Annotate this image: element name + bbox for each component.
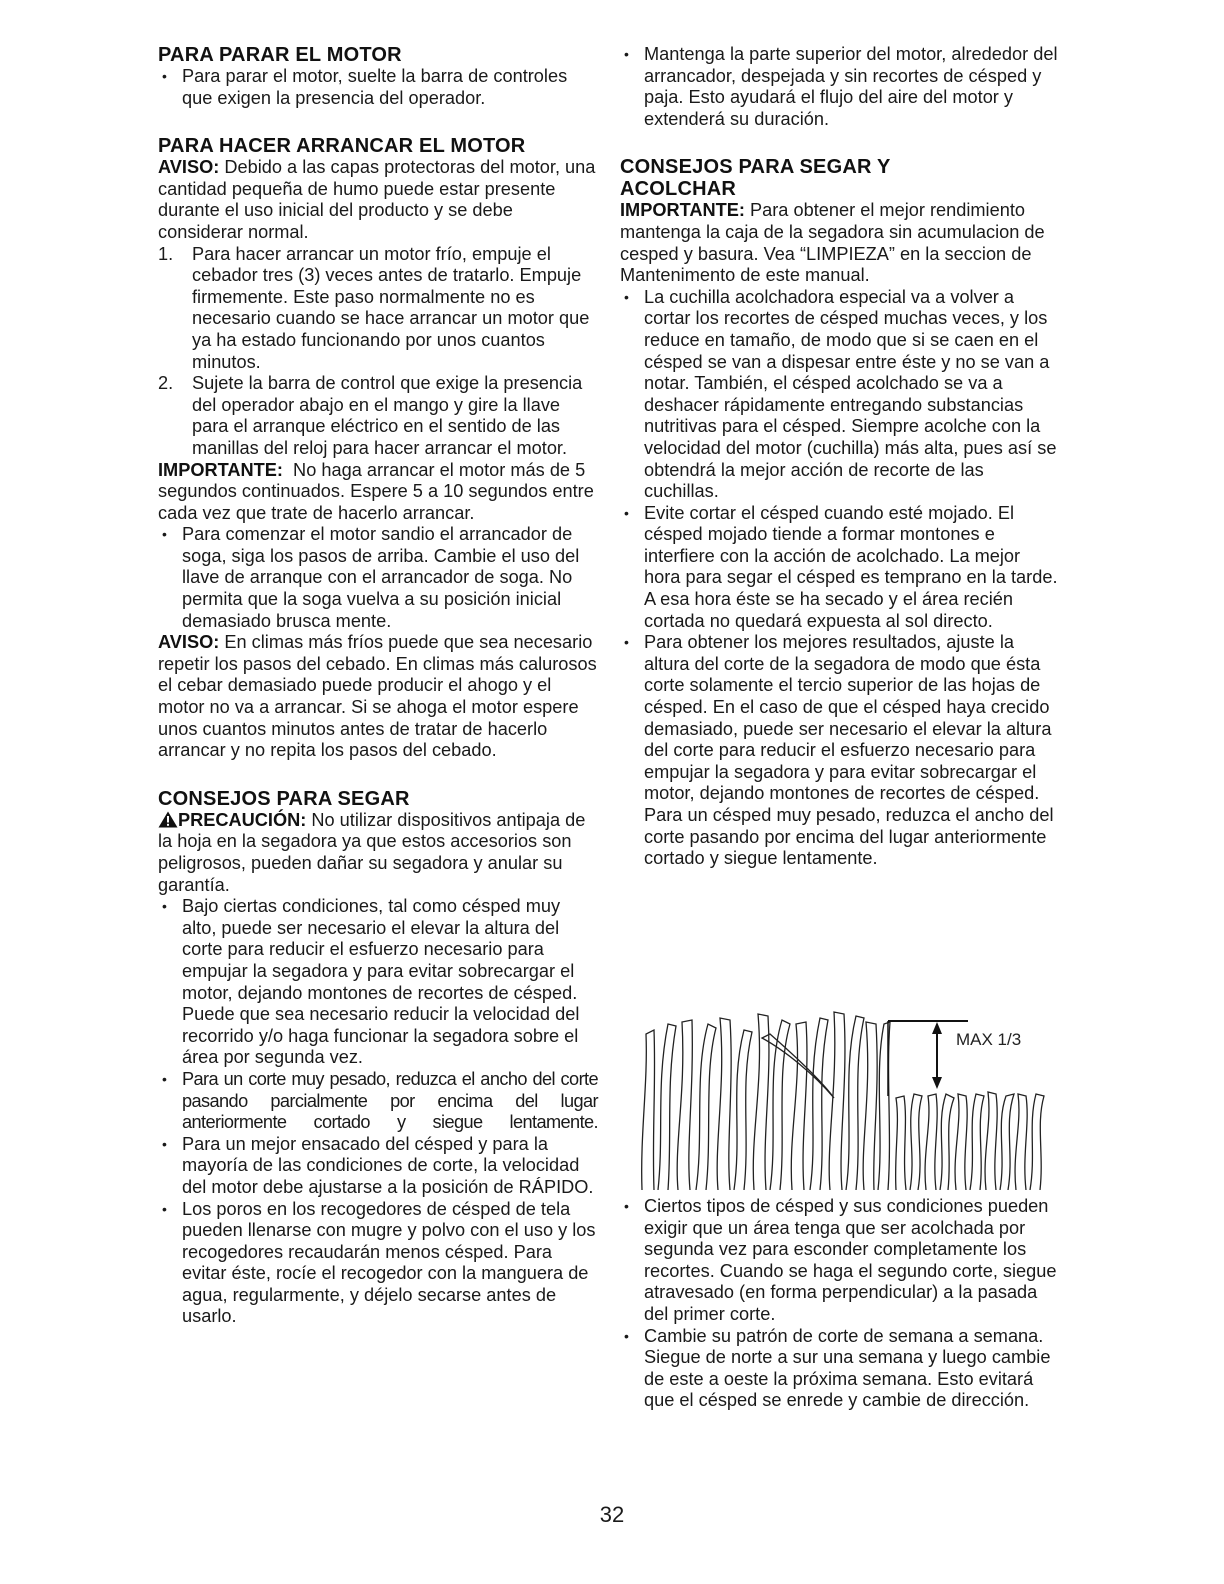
section-title-consejos-segar: CONSEJOS PARA SEGAR [158, 787, 410, 810]
max-one-third-label: MAX 1/3 [956, 1030, 1022, 1049]
numbered-step [158, 373, 598, 459]
aviso-label: AVISO: [158, 157, 220, 178]
right-column [620, 44, 1060, 870]
precaucion-paragraph: PRECAUCIÓN: No utilizar dispositivos antipaja de la hoja en la segadora ya que estos accesorios son peligrosos, pueden dañar su segadora y anular su garantía. [158, 809, 586, 895]
importante-paragraph: IMPORTANTE: Para obtener el mejor rendimiento mantenga la caja de la segadora sin acumulacion de cesped y basura. Vea “LIMPIEZA” en la seccion de Mantenimento de este manual. [620, 200, 1045, 286]
step-text: Para hacer arrancar un motor frío, empuje el cebador tres (3) veces antes de tratarlo. Empuje firmemente. Este paso normalmente no es necesario cuando se hace arrancar un motor que ya ha estado funcionando por unos cuantos minutos. [192, 243, 590, 372]
grass-icon [634, 994, 1054, 1190]
list-item: • Para un mejor ensacado del césped y para la mayoría de las condiciones de corte, la velocidad del motor debe ajustarse a la posición de RÁPIDO. [158, 1134, 598, 1199]
precaucion-label: PRECAUCIÓN: [178, 809, 307, 830]
step-number: 1. [158, 243, 174, 264]
list-item: • Evite cortar el césped cuando esté mojado. El césped mojado tiende a formar montones e interfiere con la acción de acolchado. La mejor hora para segar el césped es temprano en la tarde. A esa hora éste se ha secado y el área recién cortada no quedará expuesta al sol directo. [620, 503, 1060, 633]
list-item: • Para obtener los mejores resultados, ajuste la altura del corte de la segadora de modo que ésta corte solamente el tercio superior de las hojas de césped. En el caso de que el césped haya crecido demasiado, puede ser necesario el elevar la altura del corte para reducir el esfuerzo necesario para empujar la segadora y para evitar sobrecargar el motor, dejando montones de recortes de césped. Para un césped muy pesado, reduzca el ancho del corte pasando por encima del lugar anteriormente cortado y siegue lentamente. [620, 632, 1060, 870]
grass-cutting-height-illustration [634, 994, 1054, 1190]
step-number: 2. [158, 373, 174, 394]
aviso-paragraph-2: AVISO: En climas más fríos puede que sea necesario repetir los pasos del cebado. En climas más calurosos el cebar demasiado puede producir el ahogo y el motor no va a arrancar. Si se ahoga el motor espere unos cuantos minutos antes de tratar de hacerlo arrancar y no repita los pasos del cebado. [158, 632, 597, 761]
list-item: • Los poros en los recogedores de césped de tela pueden llenarse con mugre y polvo con el uso y los recogedores recaudarán menos césped. Para evitar éste, rocíe el recogedor con la manguera de agua, regularmente, y déjelo secarse antes de usarlo. [158, 1199, 598, 1329]
page-number: 32 [599, 1502, 625, 1527]
list-item: • Para comenzar el motor sandio el arrancador de soga, siga los pasos de arriba. Cambie el uso del llave de arranque con el arrancador de soga. No permita que la soga vuelva a su posición inicial demasiado brusca mente. [158, 524, 598, 632]
section-title-parar-motor: PARA PARAR EL MOTOR [158, 44, 402, 66]
list-item: • Bajo ciertas condiciones, tal como césped muy alto, puede ser necesario el elevar la altura del corte para reducir el esfuerzo necesario para empujar la segadora y para evitar sobrecargar el motor, dejando montones de recortes de césped. Puede que sea necesario reducir la velocidad del recorrido y/o haga funcionar la segadora sobre el área por segunda vez. [158, 896, 598, 1069]
warning-triangle-icon [158, 811, 178, 828]
list-item: • Mantenga la parte superior del motor, alrededor del arrancador, despejada y sin recortes de césped y paja. Esto ayudará el flujo del aire del motor y extenderá su duración. [620, 44, 1060, 130]
list-item: • Cambie su patrón de corte de semana a semana. Siegue de norte a sur una semana y luego cambie de este a oeste la próxima semana. Esto evitará que el césped se enrede y cambie de dirección. [620, 1326, 1060, 1412]
section-title-segar-acolchar: CONSEJOS PARA SEGAR Y ACOLCHAR [620, 156, 891, 201]
importante-label: IMPORTANTE: [158, 459, 283, 480]
right-column-bottom [620, 1196, 1060, 1412]
section-title-arrancar-motor: PARA HACER ARRANCAR EL MOTOR [158, 135, 526, 158]
step-text: Sujete la barra de control que exige la presencia del operador abajo en el mango y gire la llave para el arranque eléctrico en el sentido de las manillas del reloj para hacer arrancar el motor. [192, 373, 583, 458]
list-item: • La cuchilla acolchadora especial va a volver a cortar los recortes de césped muchas veces, y los reduce en tamaño, de modo que si se caen en el césped se van a dispesar entre éste y no se van a notar. También, el césped acolchado se va a deshacer rápidamente entregando substancias nutritivas para el césped. Siempre acolche con la velocidad del motor (cuchilla) más alta, pues así se obtendrá la mejor acción de recorte de las cuchillas. [620, 287, 1060, 503]
left-column [158, 44, 598, 1328]
list-item: • Ciertos tipos de césped y sus condiciones pueden exigir que un área tenga que ser acolchada por segunda vez para esconder completamente los recortes. Cuando se haga el segundo corte, siegue atravesado (en forma perpendicular) a la pasada del primer corte. [620, 1196, 1060, 1326]
numbered-step [158, 244, 598, 374]
aviso-paragraph: AVISO: Debido a las capas protectoras del motor, una cantidad pequeña de humo puede estar presente durante el uso inicial del producto y se debe considerar normal. [158, 157, 596, 242]
list-item: • Para un corte muy pesado, reduzca el ancho del corte pasando parcialmente por encima del lugar anteriormente cortado y siegue lentamente. [158, 1069, 598, 1134]
importante-paragraph: IMPORTANTE: No haga arrancar el motor más de 5 segundos continuados. Espere 5 a 10 segundos entre cada vez que trate de hacerlo arrancar. [158, 459, 599, 523]
importante-label: IMPORTANTE: [620, 200, 745, 221]
aviso-label: AVISO: [158, 632, 220, 653]
list-item: • Para parar el motor, suelte la barra de controles que exigen la presencia del operador. [158, 66, 598, 109]
